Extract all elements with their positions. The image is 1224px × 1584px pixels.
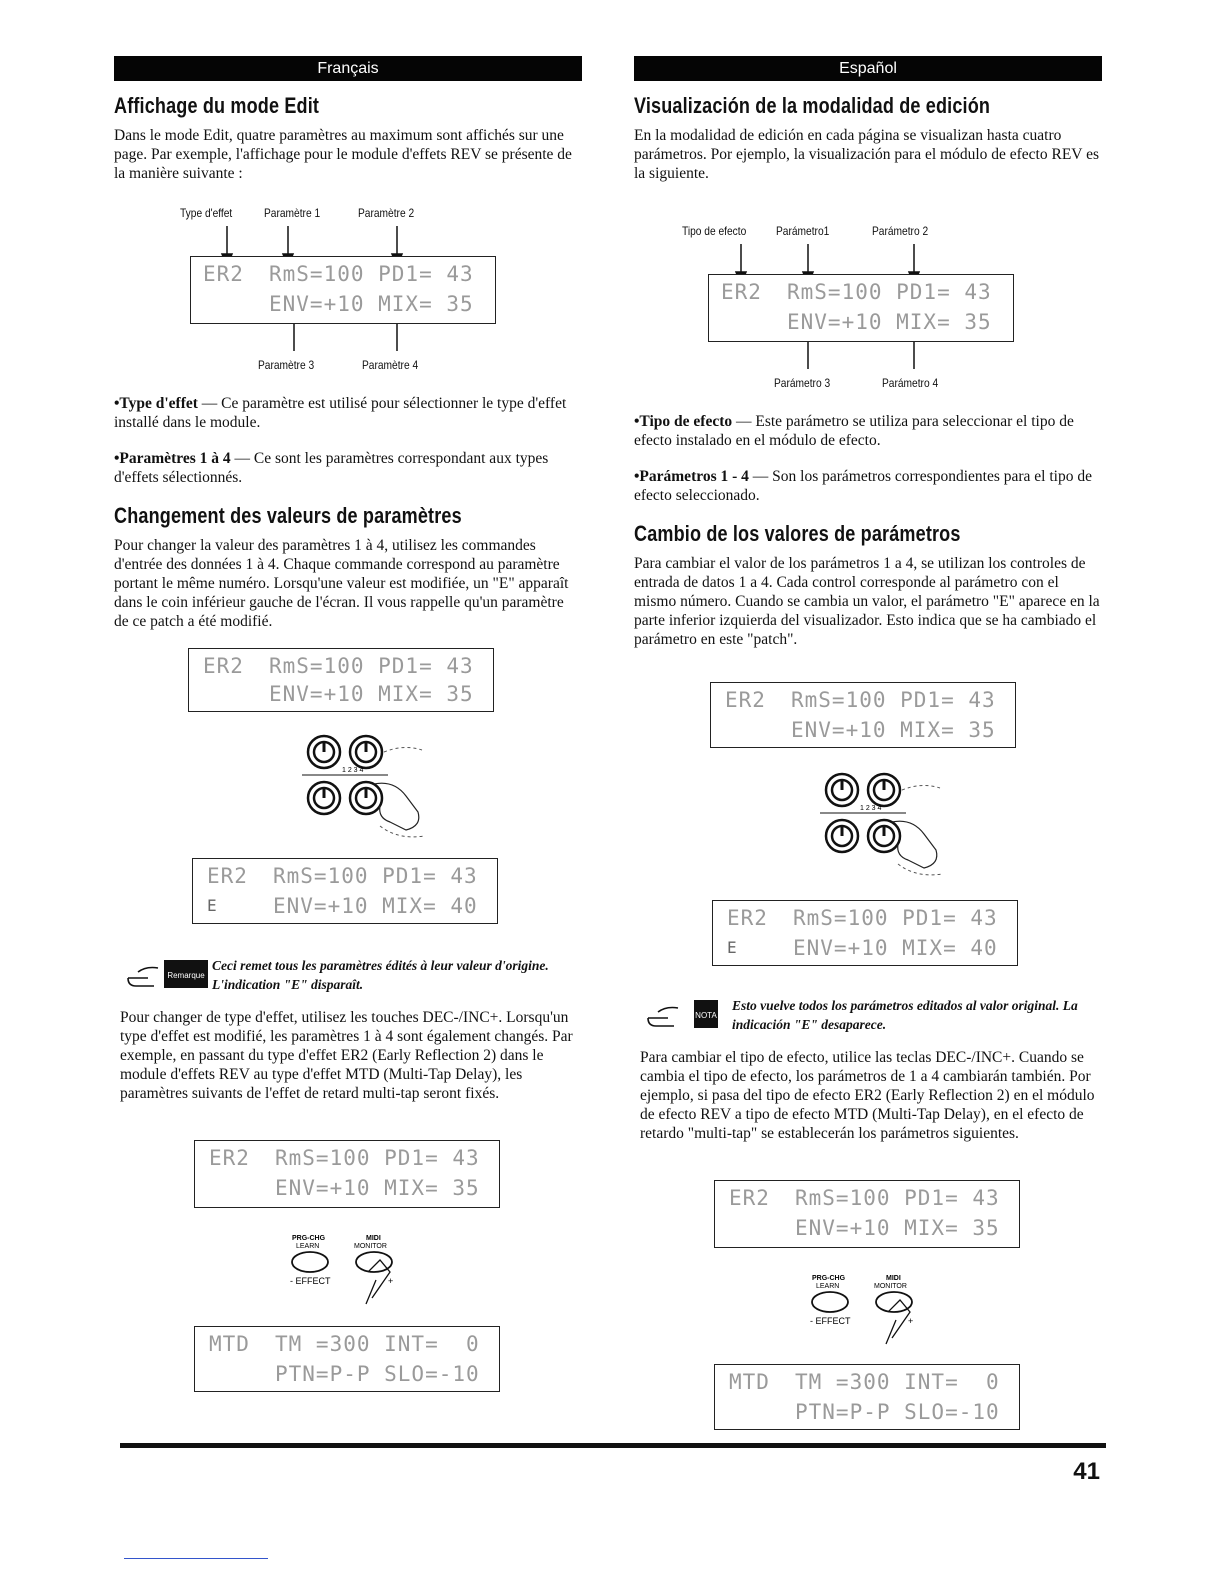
- inc-button[interactable]: [876, 1292, 912, 1312]
- label-parameter-2: Paramètre 2: [358, 206, 415, 220]
- lcd-effect-type: MTD: [729, 1370, 770, 1394]
- definition-effect-type: [114, 394, 582, 432]
- definition-effect-type: [634, 412, 1102, 450]
- monitor-label: MONITOR: [354, 1243, 387, 1250]
- lcd-er2-before-type-change: [194, 1140, 500, 1208]
- heading-change-values: Cambio de los valores de parámetros: [634, 521, 961, 546]
- lcd-row-1: RmS=100 PD1= 43: [269, 654, 474, 678]
- lcd-mtd-display: [194, 1326, 500, 1392]
- effect-buttons-illustration: [802, 1268, 942, 1352]
- intro-paragraph: Dans le mode Edit, quatre paramètres au maximum sont affichés sur une page. Par exemple, l'affichage pour le module d'effets REV se présente de la manière suivante :: [114, 127, 572, 182]
- learn-label: LEARN: [816, 1283, 840, 1290]
- lcd-diagram-labeled: [114, 206, 582, 376]
- lcd-effect-type: ER2: [209, 1146, 250, 1170]
- label-parameter-1: Paramètre 1: [264, 206, 321, 220]
- definition-parameters: [634, 467, 1102, 505]
- lcd-er2-before-type-change: [714, 1180, 1020, 1248]
- label-parameter-1: Parámetro1: [776, 224, 830, 238]
- label-parameter-3: Parámetro 3: [774, 376, 831, 390]
- label-effect-type: Tipo de efecto: [682, 224, 747, 238]
- effect-buttons-illustration: [282, 1228, 422, 1312]
- lcd-er2-edited: [192, 858, 498, 924]
- learn-label: LEARN: [296, 1243, 320, 1250]
- lcd-diagram-labeled: [634, 224, 1102, 394]
- lcd-row-1: RmS=100 PD1= 43: [787, 280, 992, 304]
- text-parameters: — Ce sont les paramètres correspondant aux types d'effets sélectionnés.: [114, 450, 549, 486]
- edit-indicator-icon: E: [727, 938, 737, 957]
- dec-button[interactable]: [812, 1292, 848, 1312]
- edit-indicator-icon: E: [207, 896, 217, 915]
- midi-label: MIDI: [366, 1235, 381, 1242]
- term-parameters: •Paramètres 1 à 4: [114, 450, 231, 467]
- note-icon-label: Remarque: [167, 971, 205, 980]
- lcd-effect-type: ER2: [729, 1186, 770, 1210]
- text-parameters: — Son los parámetros correspondientes para el tipo de efecto seleccionado.: [634, 468, 1092, 504]
- midi-label: MIDI: [886, 1275, 901, 1282]
- note-icon-label: NOTA: [695, 1011, 717, 1020]
- inc-button[interactable]: [356, 1252, 392, 1272]
- change-values-paragraph: Para cambiar el valor de los parámetros 1 a 4, se utilizan los controles de entrada de datos 1 a 4. Cada control corresponde al parámetro con el mismo número. Cuando se cambia un valor, el parámetro "E" aparece en la parte inferior izquierda del visualizador. Esto indica que se ha cambiado el parámetro en este "patch".: [634, 555, 1100, 648]
- term-effect-type: •Type d'effet: [114, 395, 198, 412]
- knob-numbers: 1 2 3 4: [342, 767, 364, 774]
- note-reset: [634, 996, 1102, 1036]
- change-values-paragraph: Pour changer la valeur des paramètres 1 à 4, utilisez les commandes d'entrée des données 1 à 4. Chaque commande correspond au paramètre portant le même numéro. Lorsqu'une valeur est modifiée, un "E" apparaît dans le coin inférieur gauche de l'écran. Il vous rappelle qu'un paramètre de ce patch a été modifié.: [114, 537, 569, 630]
- lcd-row-1: TM =300 INT= 0: [795, 1370, 1000, 1394]
- plus-label: +: [908, 1316, 914, 1326]
- footer-rule: [120, 1443, 1106, 1448]
- term-effect-type: •Tipo de efecto: [634, 413, 733, 430]
- lcd-row-1: TM =300 INT= 0: [275, 1332, 480, 1356]
- type-change-paragraph: Para cambiar el tipo de efecto, utilice las teclas DEC-/INC+. Cuando se cambia el tipo de efecto, los parámetros de 1 a 4 cambiarán también. Por ejemplo, si pasa del tipo de efecto ER2 (Early Reflection 2) en el módulo de efecto REV a tipo de efecto MTD (Multi-Tap Delay), en el efecto de retardo "multi-tap" se establecerán los parámetros siguientes.: [640, 1049, 1095, 1142]
- type-change-paragraph: Pour changer de type d'effet, utilisez les touches DEC-/INC+. Lorsqu'un type d'effet est modifié, les paramètres 1 à 4 sont également changés. Par exemple, en passant du type d'effet ER2 (Early Reflection 2) dans le module d'effets REV au type d'effet MTD (Multi-Tap Delay), les paramètres suivants de l'effet de retard multi-tap seront fixés.: [120, 1009, 573, 1102]
- intro-paragraph: En la modalidad de edición en cada página se visualizan hasta cuatro parámetros. Por ejemplo, la visualización para el módulo de efecto REV es la siguiente.: [634, 127, 1099, 182]
- prg-chg-label: PRG-CHG: [812, 1275, 846, 1282]
- plus-label: +: [388, 1276, 394, 1286]
- lcd-row-2: ENV=+10 MIX= 35: [269, 292, 474, 316]
- data-entry-knobs-illustration: [294, 722, 464, 842]
- definition-parameters: [114, 449, 582, 487]
- knob-numbers: 1 2 3 4: [860, 805, 882, 812]
- lcd-row-1: RmS=100 PD1= 43: [269, 262, 474, 286]
- lcd-row-2: ENV=+10 MIX= 35: [795, 1216, 1000, 1240]
- heading-change-values: Changement des valeurs de paramètres: [114, 503, 462, 528]
- note-text: Esto vuelve todos los parámetros editados al valor original. La indicación "E" desaparece.: [732, 998, 1078, 1032]
- lcd-mtd-display: [714, 1364, 1020, 1430]
- lcd-row-2: PTN=P-P SLO=-10: [275, 1362, 480, 1386]
- page-number: 41: [1073, 1458, 1100, 1485]
- lcd-effect-type: MTD: [209, 1332, 250, 1356]
- spanish-column: [634, 56, 1102, 1424]
- lcd-effect-type: ER2: [721, 280, 762, 304]
- text-effect-type: — Ce paramètre est utilisé pour sélectionner le type d'effet installé dans le module.: [114, 395, 567, 431]
- lcd-row-2: ENV=+10 MIX= 35: [787, 310, 992, 334]
- french-column: [114, 56, 582, 1386]
- prg-chg-label: PRG-CHG: [292, 1235, 326, 1242]
- label-parameter-3: Paramètre 3: [258, 358, 315, 372]
- lcd-effect-type: ER2: [727, 906, 768, 930]
- lcd-effect-type: ER2: [207, 864, 248, 888]
- label-parameter-4: Parámetro 4: [882, 376, 939, 390]
- lcd-er2-edited: [712, 900, 1018, 966]
- term-parameters: •Parámetros 1 - 4: [634, 468, 749, 485]
- language-bar-espanol: Español: [634, 56, 1102, 81]
- lcd-row-2: ENV=+10 MIX= 35: [275, 1176, 480, 1200]
- data-entry-knobs-illustration: [812, 760, 982, 880]
- language-bar-francais: Français: [114, 56, 582, 81]
- note-reset: [114, 956, 582, 996]
- lcd-row-1: RmS=100 PD1= 43: [793, 906, 998, 930]
- label-effect-type: Type d'effet: [180, 206, 233, 220]
- lcd-row-2: ENV=+10 MIX= 35: [791, 718, 996, 742]
- lcd-row-1: RmS=100 PD1= 43: [275, 1146, 480, 1170]
- effect-label: - EFFECT: [290, 1276, 331, 1286]
- lcd-er2-display: [190, 256, 496, 324]
- lcd-row-1: RmS=100 PD1= 43: [795, 1186, 1000, 1210]
- lcd-effect-type: ER2: [203, 654, 244, 678]
- lcd-row-2: ENV=+10 MIX= 40: [793, 936, 998, 960]
- dec-button[interactable]: [292, 1252, 328, 1272]
- lcd-row-2: PTN=P-P SLO=-10: [795, 1400, 1000, 1424]
- lcd-er2-before: [188, 648, 494, 712]
- label-parameter-4: Paramètre 4: [362, 358, 419, 372]
- lcd-effect-type: ER2: [203, 262, 244, 286]
- heading-edit-display: Affichage du mode Edit: [114, 93, 320, 118]
- note-hand-icon: [644, 996, 730, 1030]
- lcd-row-2: ENV=+10 MIX= 40: [273, 894, 478, 918]
- scan-artifact-line: [124, 1558, 268, 1559]
- note-hand-icon: [124, 956, 210, 990]
- heading-edit-display: Visualización de la modalidad de edición: [634, 93, 991, 118]
- lcd-row-2: ENV=+10 MIX= 35: [269, 682, 474, 706]
- label-parameter-2: Parámetro 2: [872, 224, 929, 238]
- lcd-row-1: RmS=100 PD1= 43: [791, 688, 996, 712]
- note-text: Ceci remet tous les paramètres édités à leur valeur d'origine. L'indication "E" disparaît.: [212, 958, 549, 992]
- lcd-er2-before: [710, 682, 1016, 748]
- monitor-label: MONITOR: [874, 1283, 907, 1290]
- effect-label: - EFFECT: [810, 1316, 851, 1326]
- text-effect-type: — Este parámetro se utiliza para seleccionar el tipo de efecto instalado en el módulo de efecto.: [634, 413, 1074, 449]
- lcd-row-1: RmS=100 PD1= 43: [273, 864, 478, 888]
- lcd-er2-display: [708, 274, 1014, 342]
- lcd-effect-type: ER2: [725, 688, 766, 712]
